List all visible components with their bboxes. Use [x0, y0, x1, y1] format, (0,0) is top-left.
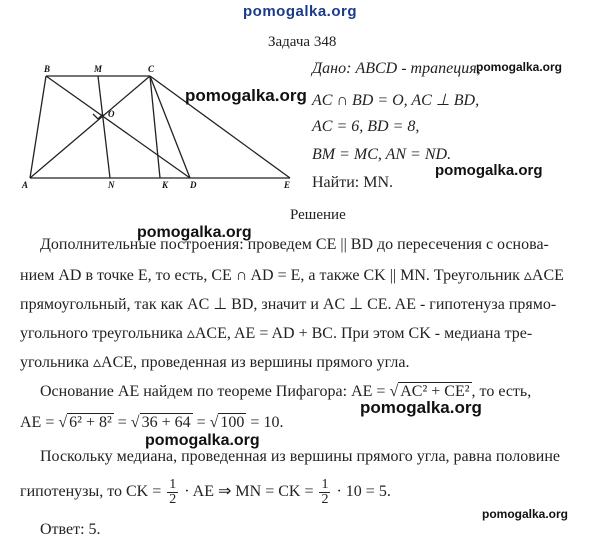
- para2-suffix: , то есть,: [471, 383, 532, 400]
- para1-line-4: угольного треугольника ▵ACE, AE = AD + BC. При этом CK - медиана тре-: [20, 325, 533, 342]
- fraction-den: 2: [321, 492, 329, 507]
- label-b: B: [44, 64, 51, 74]
- label-e: E: [284, 180, 291, 190]
- para3-part-a: гипотенузы, то CK =: [20, 483, 166, 501]
- fraction-half: [167, 478, 178, 507]
- para3-part-c: · 10 = 5.: [332, 483, 391, 501]
- watermark: pomogalka.org: [482, 507, 569, 521]
- segment-ck: [150, 76, 160, 178]
- given-line-1: Дано: ABCD - трапеция,: [312, 60, 481, 77]
- label-o: O: [108, 109, 115, 119]
- para1-line-3: прямоугольный, так как AC ⊥ BD, значит и AC ⊥ CE. AE - гипотенуза прямо-: [20, 296, 557, 313]
- watermark: pomogalka.org: [435, 162, 543, 179]
- para3-part-b: · AE ⇒ MN = CK =: [180, 483, 318, 501]
- eq-part-c: =: [192, 414, 210, 431]
- sqrt-2: 36 + 64: [141, 414, 191, 431]
- given-line-3: AC = 6, BD = 8,: [312, 118, 420, 135]
- watermark: pomogalka.org: [476, 60, 563, 74]
- fraction-den: 2: [169, 492, 177, 507]
- watermark: pomogalka.org: [185, 86, 307, 105]
- para1-line-5: угольника ▵ACE, проведенная из вершины прямого угла.: [20, 354, 410, 371]
- para2-line-2: [20, 414, 283, 432]
- sqrt-1: 6² + 8²: [69, 414, 112, 431]
- label-k: K: [162, 180, 169, 190]
- label-a: A: [22, 180, 29, 190]
- fraction-num: 1: [169, 477, 177, 492]
- segment-mn: [98, 76, 110, 178]
- site-header[interactable]: pomogalka.org: [243, 3, 358, 20]
- sqrt-sign: √: [389, 383, 399, 400]
- label-c: C: [148, 64, 155, 74]
- eq-part-d: = 10.: [246, 414, 284, 431]
- find-line: Найти: MN.: [312, 174, 393, 191]
- sqrt-sign: √: [209, 414, 219, 431]
- label-m: M: [94, 64, 103, 74]
- watermark: pomogalka.org: [360, 398, 482, 417]
- segment-bd: [46, 76, 190, 178]
- watermark: pomogalka.org: [137, 224, 252, 241]
- sqrt-radicand: AC² + CE²: [400, 383, 470, 400]
- para1-line-2: нием AD в точке E, то есть, CE ∩ AD = E, а также CK || MN. Треугольник ▵ACE: [20, 267, 564, 284]
- watermark: pomogalka.org: [145, 432, 260, 449]
- para2-prefix: Основание AE найдем по теореме Пифагора: AE =: [40, 383, 390, 400]
- fraction-num: 1: [321, 477, 329, 492]
- sqrt-3: 100: [220, 414, 245, 431]
- para3-line-1: Поскольку медиана, проведенная из вершины прямого угла, равна половине: [40, 448, 560, 465]
- segment-ab: [30, 76, 46, 178]
- eq-part-b: =: [113, 414, 131, 431]
- sqrt-sign: √: [58, 414, 68, 431]
- answer: Ответ: 5.: [40, 521, 101, 538]
- para3-line-2: [20, 478, 391, 507]
- solution-heading: Решение: [290, 207, 346, 223]
- label-d: D: [190, 180, 197, 190]
- label-n: N: [108, 180, 115, 190]
- segment-ac: [30, 76, 150, 178]
- given-line-4: BM = MC, AN = ND.: [312, 146, 452, 163]
- fraction-half: [319, 478, 330, 507]
- problem-title: Задача 348: [268, 34, 337, 50]
- given-line-2: AC ∩ BD = O, AC ⊥ BD,: [312, 92, 480, 109]
- sqrt-sign: √: [130, 414, 140, 431]
- eq-part-a: AE =: [20, 414, 59, 431]
- para1-line-1: Дополнительные построения: проведем CE || BD до пересечения с основа-: [40, 236, 549, 253]
